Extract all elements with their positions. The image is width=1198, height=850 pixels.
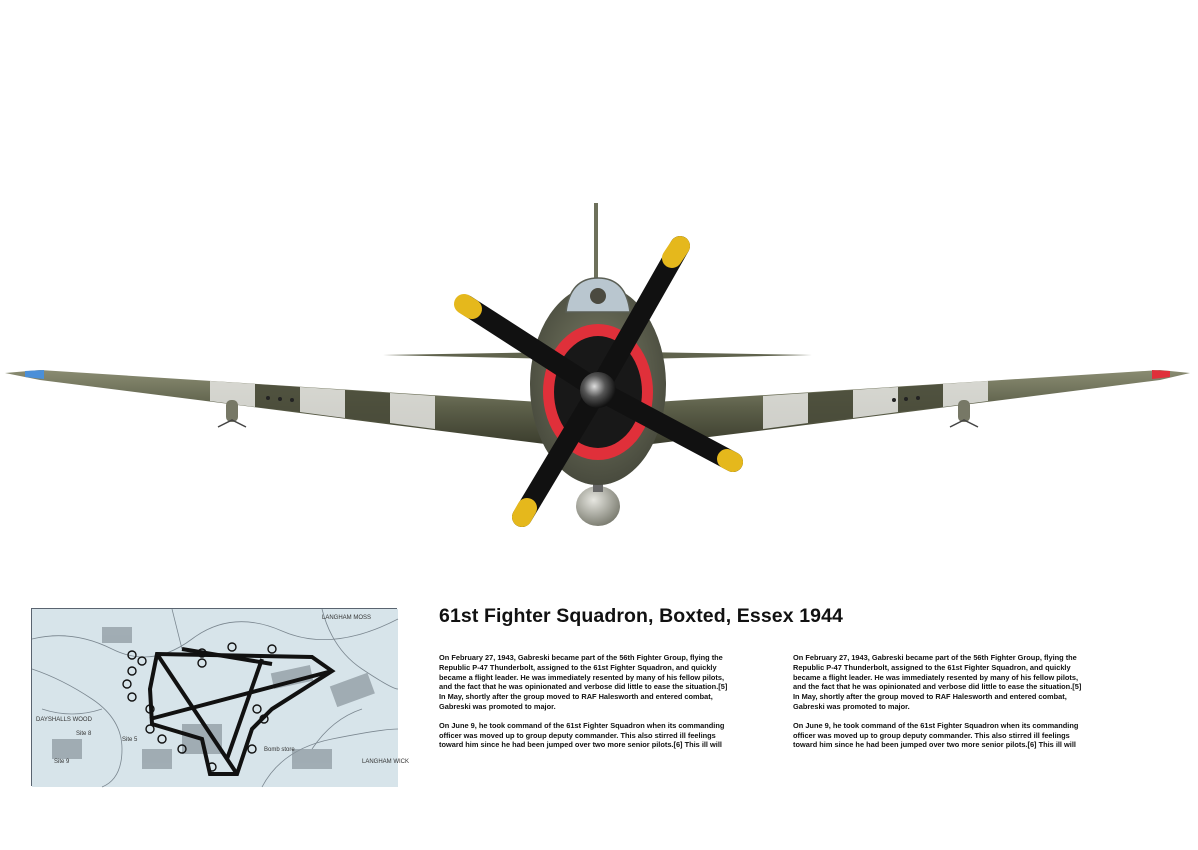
page-title: 61st Fighter Squadron, Boxted, Essex 1944 bbox=[439, 605, 843, 627]
map-label-site8: Site 8 bbox=[76, 731, 92, 737]
map-label-langham-wick: LANGHAM WICK bbox=[362, 759, 410, 765]
antenna-mast bbox=[594, 203, 598, 283]
paragraph: On February 27, 1943, Gabreski became part of the 56th Fighter Group, flying the Republic P-47 Thunderbolt, assigned to the 61st Fighter Squadron, and quickly became a flight leader. He was immediately resented by many of his fellow pilots, and the fact that he was opinionated and verbose did little to ease the situation.[5] In May, shortly after the group moved to RAF Halesworth and entered combat, Gabreski was promoted to major. bbox=[793, 653, 1082, 711]
text-column-left bbox=[439, 653, 779, 759]
text-column-right bbox=[793, 653, 1133, 759]
airfield-map-drawing bbox=[32, 609, 398, 787]
paragraph: On June 9, he took command of the 61st Fighter Squadron when its commanding officer was moved up to group deputy commander. This also stirred ill feelings toward him since he had been jumped over two more senior pilots.[6] This ill will bbox=[439, 720, 725, 750]
map-label-site5: Site 5 bbox=[122, 737, 138, 743]
spinner-hub bbox=[580, 372, 616, 408]
map-label-dayshalls: DAYSHALLS WOOD bbox=[36, 717, 92, 723]
paragraph: On February 27, 1943, Gabreski became part of the 56th Fighter Group, flying the Republic P-47 Thunderbolt, assigned to the 61st Fighter Squadron, and quickly became a flight leader. He was immediately resented by many of his fellow pilots, and the fact that he was opinionated and verbose did little to ease the situation.[5] In May, shortly after the group moved to RAF Halesworth and entered combat, Gabreski was promoted to major. bbox=[439, 653, 728, 711]
map-label-bomb-store: Bomb store bbox=[264, 747, 295, 753]
left-nav-light bbox=[25, 370, 44, 379]
paragraph: On June 9, he took command of the 61st Fighter Squadron when its commanding officer was moved up to group deputy commander. This also stirred ill feelings toward him since he had been jumped over two more senior pilots.[6] This ill will bbox=[793, 720, 1079, 750]
map-label-site9: Site 9 bbox=[54, 759, 70, 765]
pilot-head bbox=[590, 288, 606, 304]
airfield-map bbox=[31, 608, 410, 786]
aircraft-illustration bbox=[0, 190, 1198, 540]
map-label-langham: LANGHAM MOSS bbox=[322, 615, 372, 621]
